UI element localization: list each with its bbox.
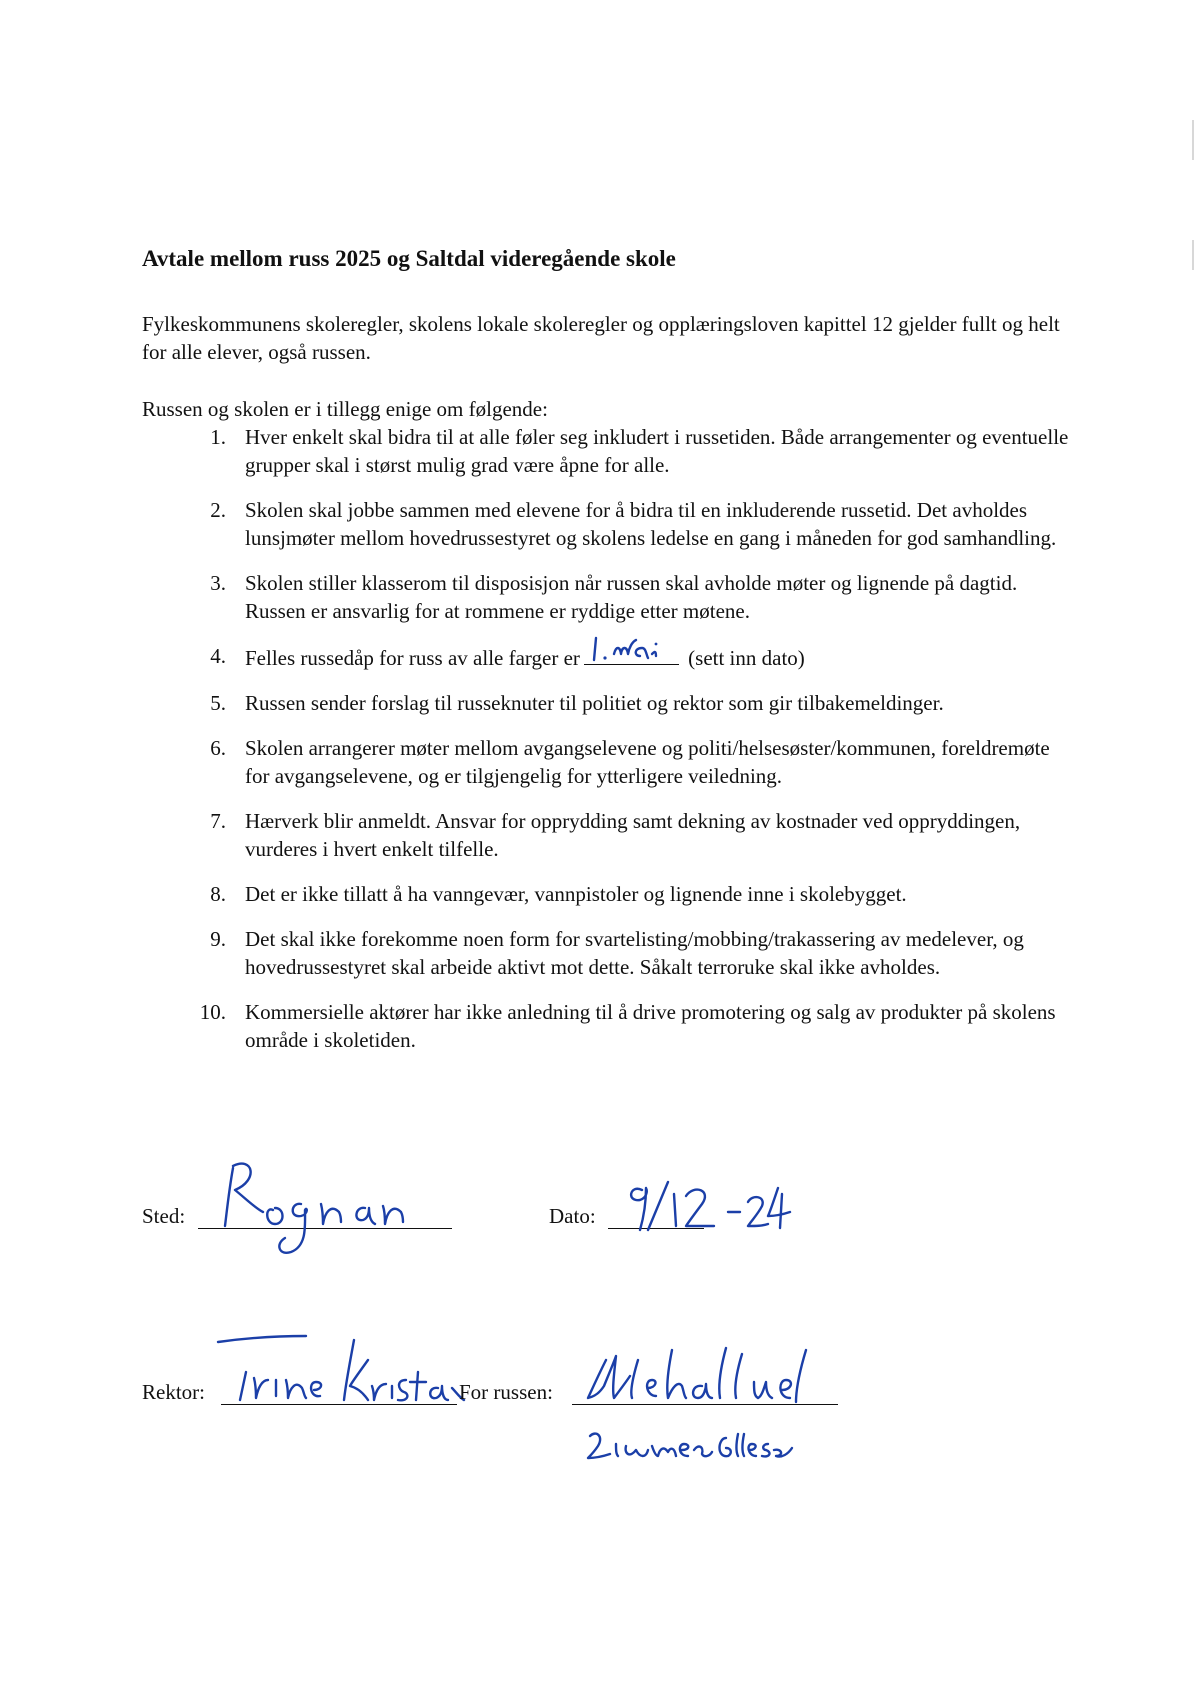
item-text: Skolen stiller klasserom til disposisjon når russen skal avholde møter og lignende på dagtid. Russen er ansvarlig for at rommene er ryddige etter møtene. bbox=[245, 571, 1018, 623]
handwritten-place-rognan bbox=[205, 1150, 405, 1260]
item-number: 5. bbox=[210, 691, 226, 715]
place-label: Sted: bbox=[142, 1204, 186, 1228]
list-item bbox=[190, 880, 1070, 908]
item-number: 6. bbox=[210, 736, 226, 760]
item-text: Hærverk blir anmeldt. Ansvar for opprydding samt dekning av kostnader ved oppryddingen, vurderes i hvert enkelt tilfelle. bbox=[245, 809, 1021, 861]
item-text: Kommersielle aktører har ikke anledning til å drive promotering og salg av produkter på skolens område i skoletiden. bbox=[245, 1000, 1056, 1052]
handwritten-date-text bbox=[584, 642, 585, 643]
item-text-before: Felles russedåp for russ av alle farger er bbox=[245, 646, 580, 670]
item-number: 4. bbox=[210, 644, 226, 668]
scan-edge-mark bbox=[1192, 240, 1194, 270]
list-item bbox=[190, 496, 1070, 552]
list-item bbox=[190, 998, 1070, 1054]
item-text: Det er ikke tillatt å ha vanngevær, vannpistoler og lignende inne i skolebygget. bbox=[245, 882, 907, 906]
item-number: 3. bbox=[210, 571, 226, 595]
list-item bbox=[190, 423, 1070, 479]
item-text-after: (sett inn dato) bbox=[688, 646, 805, 670]
item-text: Russen sender forslag til russeknuter til politiet og rektor som gir tilbakemeldinger. bbox=[245, 691, 944, 715]
list-item bbox=[190, 734, 1070, 790]
item-number: 2. bbox=[210, 498, 226, 522]
lead-sentence: Russen og skolen er i tillegg enige om følgende: bbox=[142, 397, 548, 421]
intro-paragraph: Fylkeskommunens skoleregler, skolens lokale skoleregler og opplæringsloven kapittel 12 gjelder fullt og helt for alle elever, også russen. bbox=[142, 312, 1060, 364]
list-item bbox=[190, 642, 1070, 672]
russ-signature-2 bbox=[586, 1428, 796, 1468]
principal-signature bbox=[216, 1330, 466, 1420]
item-number: 1. bbox=[210, 425, 226, 449]
document-title: Avtale mellom russ 2025 og Saltdal videregående skole bbox=[142, 246, 676, 271]
date-label: Dato: bbox=[549, 1204, 596, 1228]
rules-list bbox=[190, 423, 1070, 1071]
scan-edge-mark bbox=[1192, 120, 1194, 160]
item-number: 8. bbox=[210, 882, 226, 906]
principal-label: Rektor: bbox=[142, 1380, 205, 1404]
russ-label: For russen: bbox=[459, 1380, 553, 1404]
item-number: 9. bbox=[210, 927, 226, 951]
list-item bbox=[190, 689, 1070, 717]
item-text: Skolen arrangerer møter mellom avgangselevene og politi/helsesøster/kommunen, foreldremøte for avgangselevene, og er tilgjengelig for ytterligere veiledning. bbox=[245, 736, 1050, 788]
item-number: 10. bbox=[199, 1000, 226, 1024]
handwritten-date-1-mai bbox=[590, 632, 670, 666]
item-text: Hver enkelt skal bidra til at alle føler seg inkludert i russetiden. Både arrangementer og eventuelle grupper skal i størst mulig grad være åpne for alle. bbox=[245, 425, 1069, 477]
item-number: 7. bbox=[210, 809, 226, 833]
item-text: Skolen skal jobbe sammen med elevene for å bidra til en inkluderende russetid. Det avholdes lunsjmøter mellom hovedrussestyret og skolens ledelse en gang i måneden for god samhandling. bbox=[245, 498, 1057, 550]
list-item bbox=[190, 569, 1070, 625]
item-text: Det skal ikke forekomme noen form for svartelisting/mobbing/trakassering av medelever, og hovedrussestyret skal arbeide aktivt mot dette. Såkalt terroruke skal ikke avholdes. bbox=[245, 927, 1024, 979]
list-item bbox=[190, 807, 1070, 863]
date-fill-line[interactable] bbox=[584, 642, 679, 665]
list-item bbox=[190, 925, 1070, 981]
russ-signature-1 bbox=[586, 1340, 816, 1410]
handwritten-date-9-12-24 bbox=[620, 1172, 790, 1242]
